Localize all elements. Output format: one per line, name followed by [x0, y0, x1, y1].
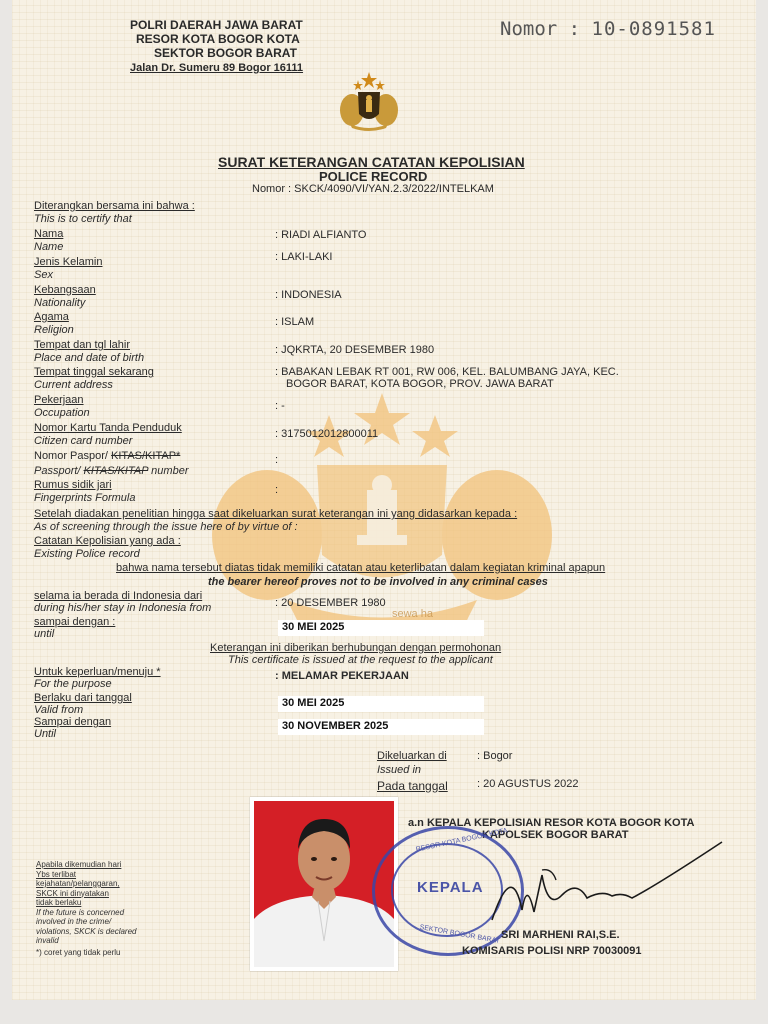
valid-from-id: Berlaku dari tanggal — [34, 692, 132, 704]
valid-until-value: 30 NOVEMBER 2025 — [282, 720, 389, 732]
signatory-name: SRI MARHENI RAI,S.E. — [501, 929, 620, 941]
field-label-en: Occupation — [34, 407, 90, 419]
valid-until-id: Sampai dengan — [34, 716, 112, 728]
stay-until-en: until — [34, 628, 55, 640]
request-id: Keterangan ini diberikan berhubungan dengan permohonan — [210, 642, 502, 654]
issue-date-value: : 20 AGUSTUS 2022 — [477, 778, 579, 790]
intro-id: Diterangkan bersama ini bahwa : — [34, 200, 195, 212]
field-label: Rumus sidik jari — [34, 479, 112, 491]
purpose-value: : MELAMAR PEKERJAAN — [275, 670, 409, 682]
field-value-nationality: : INDONESIA — [275, 289, 342, 301]
purpose-en: For the purpose — [34, 678, 112, 690]
field-label-en: Current address — [34, 379, 113, 391]
valid-until-en: Until — [34, 728, 57, 740]
document-number — [500, 18, 716, 40]
field-label-passport: Nomor Paspor/ KITAS/KITAP* — [34, 450, 181, 462]
footnote-line: involved in the crime/ — [36, 917, 112, 926]
police-record-document — [12, 0, 756, 1000]
field-value-passport: : — [275, 454, 279, 466]
police-emblem-icon — [338, 70, 400, 132]
footnote-line: violations, SKCK is declared — [36, 926, 137, 936]
footnote-line: kejahatan/pelanggaran, — [36, 879, 120, 888]
signature-line-1: a.n KEPALA KEPOLISIAN RESOR KOTA BOGOR KOTA — [408, 817, 695, 829]
field-label-en: Sex — [34, 269, 53, 281]
field-label: Kebangsaan — [34, 284, 96, 296]
field-value-id-card: : 3175012012800011 — [275, 428, 379, 440]
footnote-line: tidak berlaku — [36, 898, 82, 907]
footnote-line: Ybs terlibat — [36, 869, 77, 879]
field-label-passport-en: Passport/ KITAS/KITAP number — [34, 465, 189, 477]
intro-en: This is to certify that — [34, 213, 132, 225]
footnote-block — [36, 860, 137, 957]
field-label-en: Nationality — [34, 297, 86, 309]
field-value-address: : BABAKAN LEBAK RT 001, RW 006, KEL. BALUMBANG JAYA, KEC. — [275, 366, 619, 378]
field-label: Agama — [34, 311, 69, 323]
footnote-line: SKCK ini dinyatakan — [36, 888, 109, 898]
screening-en: As of screening through the issue here of by virtue of : — [34, 521, 298, 533]
statement-en: the bearer hereof proves not to be involved in any criminal cases — [208, 576, 548, 588]
document-number-label: Nomor : — [500, 18, 581, 40]
signatory-rank: KOMISARIS POLISI NRP 70030091 — [462, 945, 642, 957]
stamp-ring-bottom: SEKTOR BOGOR BARAT — [419, 923, 501, 946]
screening-id: Setelah diadakan penelitian hingga saat dikeluarkan surat keterangan ini yang didasarkan kepada : — [34, 508, 518, 520]
issued-in-en: Issued in — [377, 764, 422, 776]
document-number-value: 10-0891581 — [591, 18, 716, 40]
existing-record-id: Catatan Kepolisian yang ada : — [34, 535, 181, 547]
issued-in-id: Dikeluarkan di — [377, 750, 447, 762]
header-line-2: RESOR KOTA BOGOR KOTA — [136, 32, 300, 46]
stay-from-id: selama ia berada di Indonesia dari — [34, 590, 203, 602]
field-label-en: Citizen card number — [34, 435, 133, 447]
field-label: Pekerjaan — [34, 394, 84, 406]
field-value-fingerprint: : — [275, 484, 279, 496]
stay-until-value-box — [278, 620, 484, 636]
stamp-ring-top: RESOR KOTA BOGOR KOTA — [415, 827, 509, 854]
field-value-address-2: BOGOR BARAT, KOTA BOGOR, PROV. JAWA BARAT — [286, 378, 554, 390]
header-line-3: SEKTOR BOGOR BARAT — [154, 46, 297, 60]
field-label-en: Place and date of birth — [34, 352, 145, 364]
issue-date-id: Pada tanggal — [377, 779, 448, 793]
valid-from-value: 30 MEI 2025 — [282, 697, 345, 709]
statement-id: bahwa nama tersebut diatas tidak memiliki catatan atau keterlibatan dalam kegiatan kriminal apapun — [116, 562, 606, 574]
stamp-center-text: KEPALA — [417, 879, 484, 896]
field-value-name: : RIADI ALFIANTO — [275, 229, 367, 241]
existing-record-en: Existing Police record — [34, 548, 140, 560]
footnote-line: invalid — [36, 936, 59, 945]
field-label: Nama — [34, 228, 64, 240]
field-label-en: Fingerprints Formula — [34, 492, 136, 504]
field-value-occupation: : - — [275, 400, 285, 412]
header-address: Jalan Dr. Sumeru 89 Bogor 16111 — [130, 62, 304, 74]
issued-in-value: : Bogor — [477, 750, 513, 762]
footnote-note: *) coret yang tidak perlu — [36, 947, 121, 957]
stay-from-value: : 20 DESEMBER 1980 — [275, 597, 386, 609]
field-value-sex: : LAKI-LAKI — [275, 251, 333, 263]
field-label: Tempat tinggal sekarang — [34, 366, 154, 378]
valid-from-value-box — [278, 696, 484, 712]
field-label: Nomor Kartu Tanda Penduduk — [34, 422, 182, 434]
field-value-religion: : ISLAM — [275, 316, 315, 328]
handwritten-signature-icon — [482, 840, 732, 930]
record-number: Nomor : SKCK/4090/VI/YAN.2.3/2022/INTELKAM — [252, 183, 494, 195]
valid-from-en: Valid from — [34, 704, 84, 716]
document-subtitle: POLICE RECORD — [319, 169, 428, 184]
request-en: This certificate is issued at the request to the applicant — [228, 654, 493, 666]
field-value-birth: : JQKRTA, 20 DESEMBER 1980 — [275, 344, 435, 356]
stay-until-value: 30 MEI 2025 — [282, 621, 345, 633]
field-label: Jenis Kelamin — [34, 256, 103, 268]
field-label: Tempat dan tgl lahir — [34, 339, 130, 351]
svg-text:sewa ha: sewa ha — [392, 608, 433, 620]
field-label-en: Religion — [34, 324, 74, 336]
field-label-en: Name — [34, 241, 64, 253]
valid-until-value-box — [278, 719, 484, 735]
footnote-line: Apabila dikemudian hari — [36, 860, 122, 869]
footnote-line: If the future is concerned — [36, 907, 125, 917]
stay-until-id: sampai dengan : — [34, 616, 116, 628]
stay-from-en: during his/her stay in Indonesia from — [34, 602, 212, 614]
header-line-1: POLRI DAERAH JAWA BARAT — [130, 18, 303, 32]
signature-line-2: KAPOLSEK BOGOR BARAT — [482, 829, 629, 841]
purpose-id: Untuk keperluan/menuju * — [34, 666, 161, 678]
document-title: SURAT KETERANGAN CATATAN KEPOLISIAN — [218, 154, 525, 170]
